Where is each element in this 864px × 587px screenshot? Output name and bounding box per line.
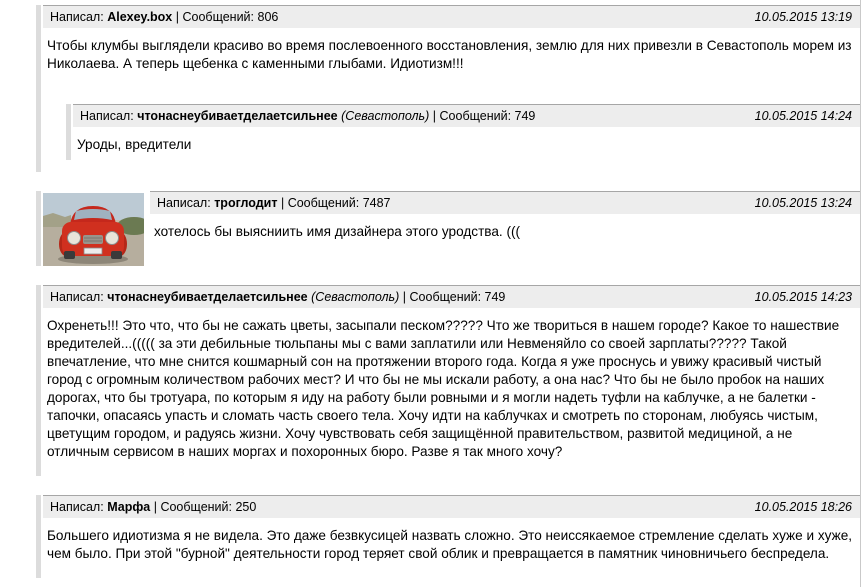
author-username[interactable]: Alexey.box xyxy=(107,10,173,24)
post-body: хотелось бы выясниить имя дизайнера этого уродства. ((( xyxy=(154,224,521,239)
post-author-line xyxy=(50,500,256,514)
post-body: Чтобы клумбы выглядели красиво во время послевоенного восстановления, землю для них привезли в Севастополь морем из Николаева. А теперь щебенка с каменными глыбами. Идиотизм!!! xyxy=(47,38,852,71)
author-location: (Севастополь) xyxy=(311,290,400,304)
messages-count: 806 xyxy=(257,10,279,24)
post-date: 10.05.2015 14:23 xyxy=(754,290,852,304)
messages-label: Сообщений: xyxy=(439,109,512,123)
forum-post-4 xyxy=(36,285,860,476)
author-username[interactable]: Марфа xyxy=(107,500,151,514)
messages-count: 749 xyxy=(514,109,536,123)
red-car-image xyxy=(43,193,144,266)
forum-thread xyxy=(36,0,861,587)
post-body: Уроды, вредители xyxy=(77,137,192,152)
author-location: (Севастополь) xyxy=(341,109,430,123)
post-author-line xyxy=(157,196,391,210)
messages-count: 250 xyxy=(235,500,257,514)
post-date: 10.05.2015 14:24 xyxy=(754,109,852,123)
avatar-red-car-photo[interactable] xyxy=(43,193,144,266)
forum-post-2-reply xyxy=(66,104,860,160)
separator: | xyxy=(402,290,407,304)
post-body: Большего идиотизма я не видела. Это даже безвкусицей назвать сложно. Это неиссякаемое стремление сделать хуже и хуже, чем было. При этой "бурной" деятельности город теряет свой облик и превращается в памятник чиновничьего беспредела. xyxy=(47,528,853,561)
author-prefix-label: Написал: xyxy=(50,500,104,514)
post-header xyxy=(73,104,860,127)
forum-post-5 xyxy=(36,495,860,578)
post-date: 10.05.2015 13:19 xyxy=(754,10,852,24)
separator: | xyxy=(153,500,157,514)
messages-label: Сообщений: xyxy=(182,10,255,24)
author-username[interactable]: чтонаснеубиваетделаетсильнее xyxy=(137,109,338,123)
forum-post-1 xyxy=(36,5,860,172)
author-prefix-label: Написал: xyxy=(157,196,211,210)
post-date: 10.05.2015 18:26 xyxy=(754,500,852,514)
separator: | xyxy=(280,196,285,210)
author-username[interactable]: чтонаснеубиваетделаетсильнее xyxy=(107,290,308,304)
post-header xyxy=(43,5,860,28)
author-prefix-label: Написал: xyxy=(50,10,104,24)
author-username[interactable]: троглодит xyxy=(214,196,278,210)
post-header xyxy=(150,191,860,214)
post-author-line xyxy=(50,290,505,304)
messages-label: Сообщений: xyxy=(160,500,232,514)
post-body: Охренеть!!! Это что, что бы не сажать цветы, засыпали песком????? Что же твориться в нашем городе? Какое то нашествие вредителей...((((( за эти дебильные тюльпаны мы с вами заплатили или Невменяйло со своей зарплаты????? Такой впечатление, что мне снится кошмарный сон на протяжении второго года. Когда я уже проснусь и увижу красивый чистый город с огромным количеством рабочих мест? И что бы не мы искали работу, а она нас? Что бы не было пробок на наших дорогах, что бы тротуара, по которым я иду на работу были ровными и я могли надеть туфли на каблучке, а не балетки - тапочки, опасаясь упасть и сломать часть своего тела. Хочу идти на каблучках и смотреть по сторонам, любуясь чистым, цветущим городом, и радуясь жизни. Хочу чувствовать себя защищённой правительством, развитой медициной, а не отличным сервисом в наших моргах и похоронных бюро. Разве я так много хочу? xyxy=(47,318,840,459)
separator: | xyxy=(432,109,437,123)
forum-post-3 xyxy=(36,191,860,266)
messages-count: 7487 xyxy=(362,196,391,210)
post-header xyxy=(43,495,860,518)
author-prefix-label: Написал: xyxy=(80,109,134,123)
messages-label: Сообщений: xyxy=(409,290,482,304)
author-prefix-label: Написал: xyxy=(50,290,104,304)
separator: | xyxy=(175,10,179,24)
post-header xyxy=(43,285,860,308)
messages-count: 749 xyxy=(484,290,506,304)
messages-label: Сообщений: xyxy=(287,196,360,210)
post-author-line xyxy=(50,10,278,24)
post-date: 10.05.2015 13:24 xyxy=(754,196,852,210)
post-author-line xyxy=(80,109,535,123)
